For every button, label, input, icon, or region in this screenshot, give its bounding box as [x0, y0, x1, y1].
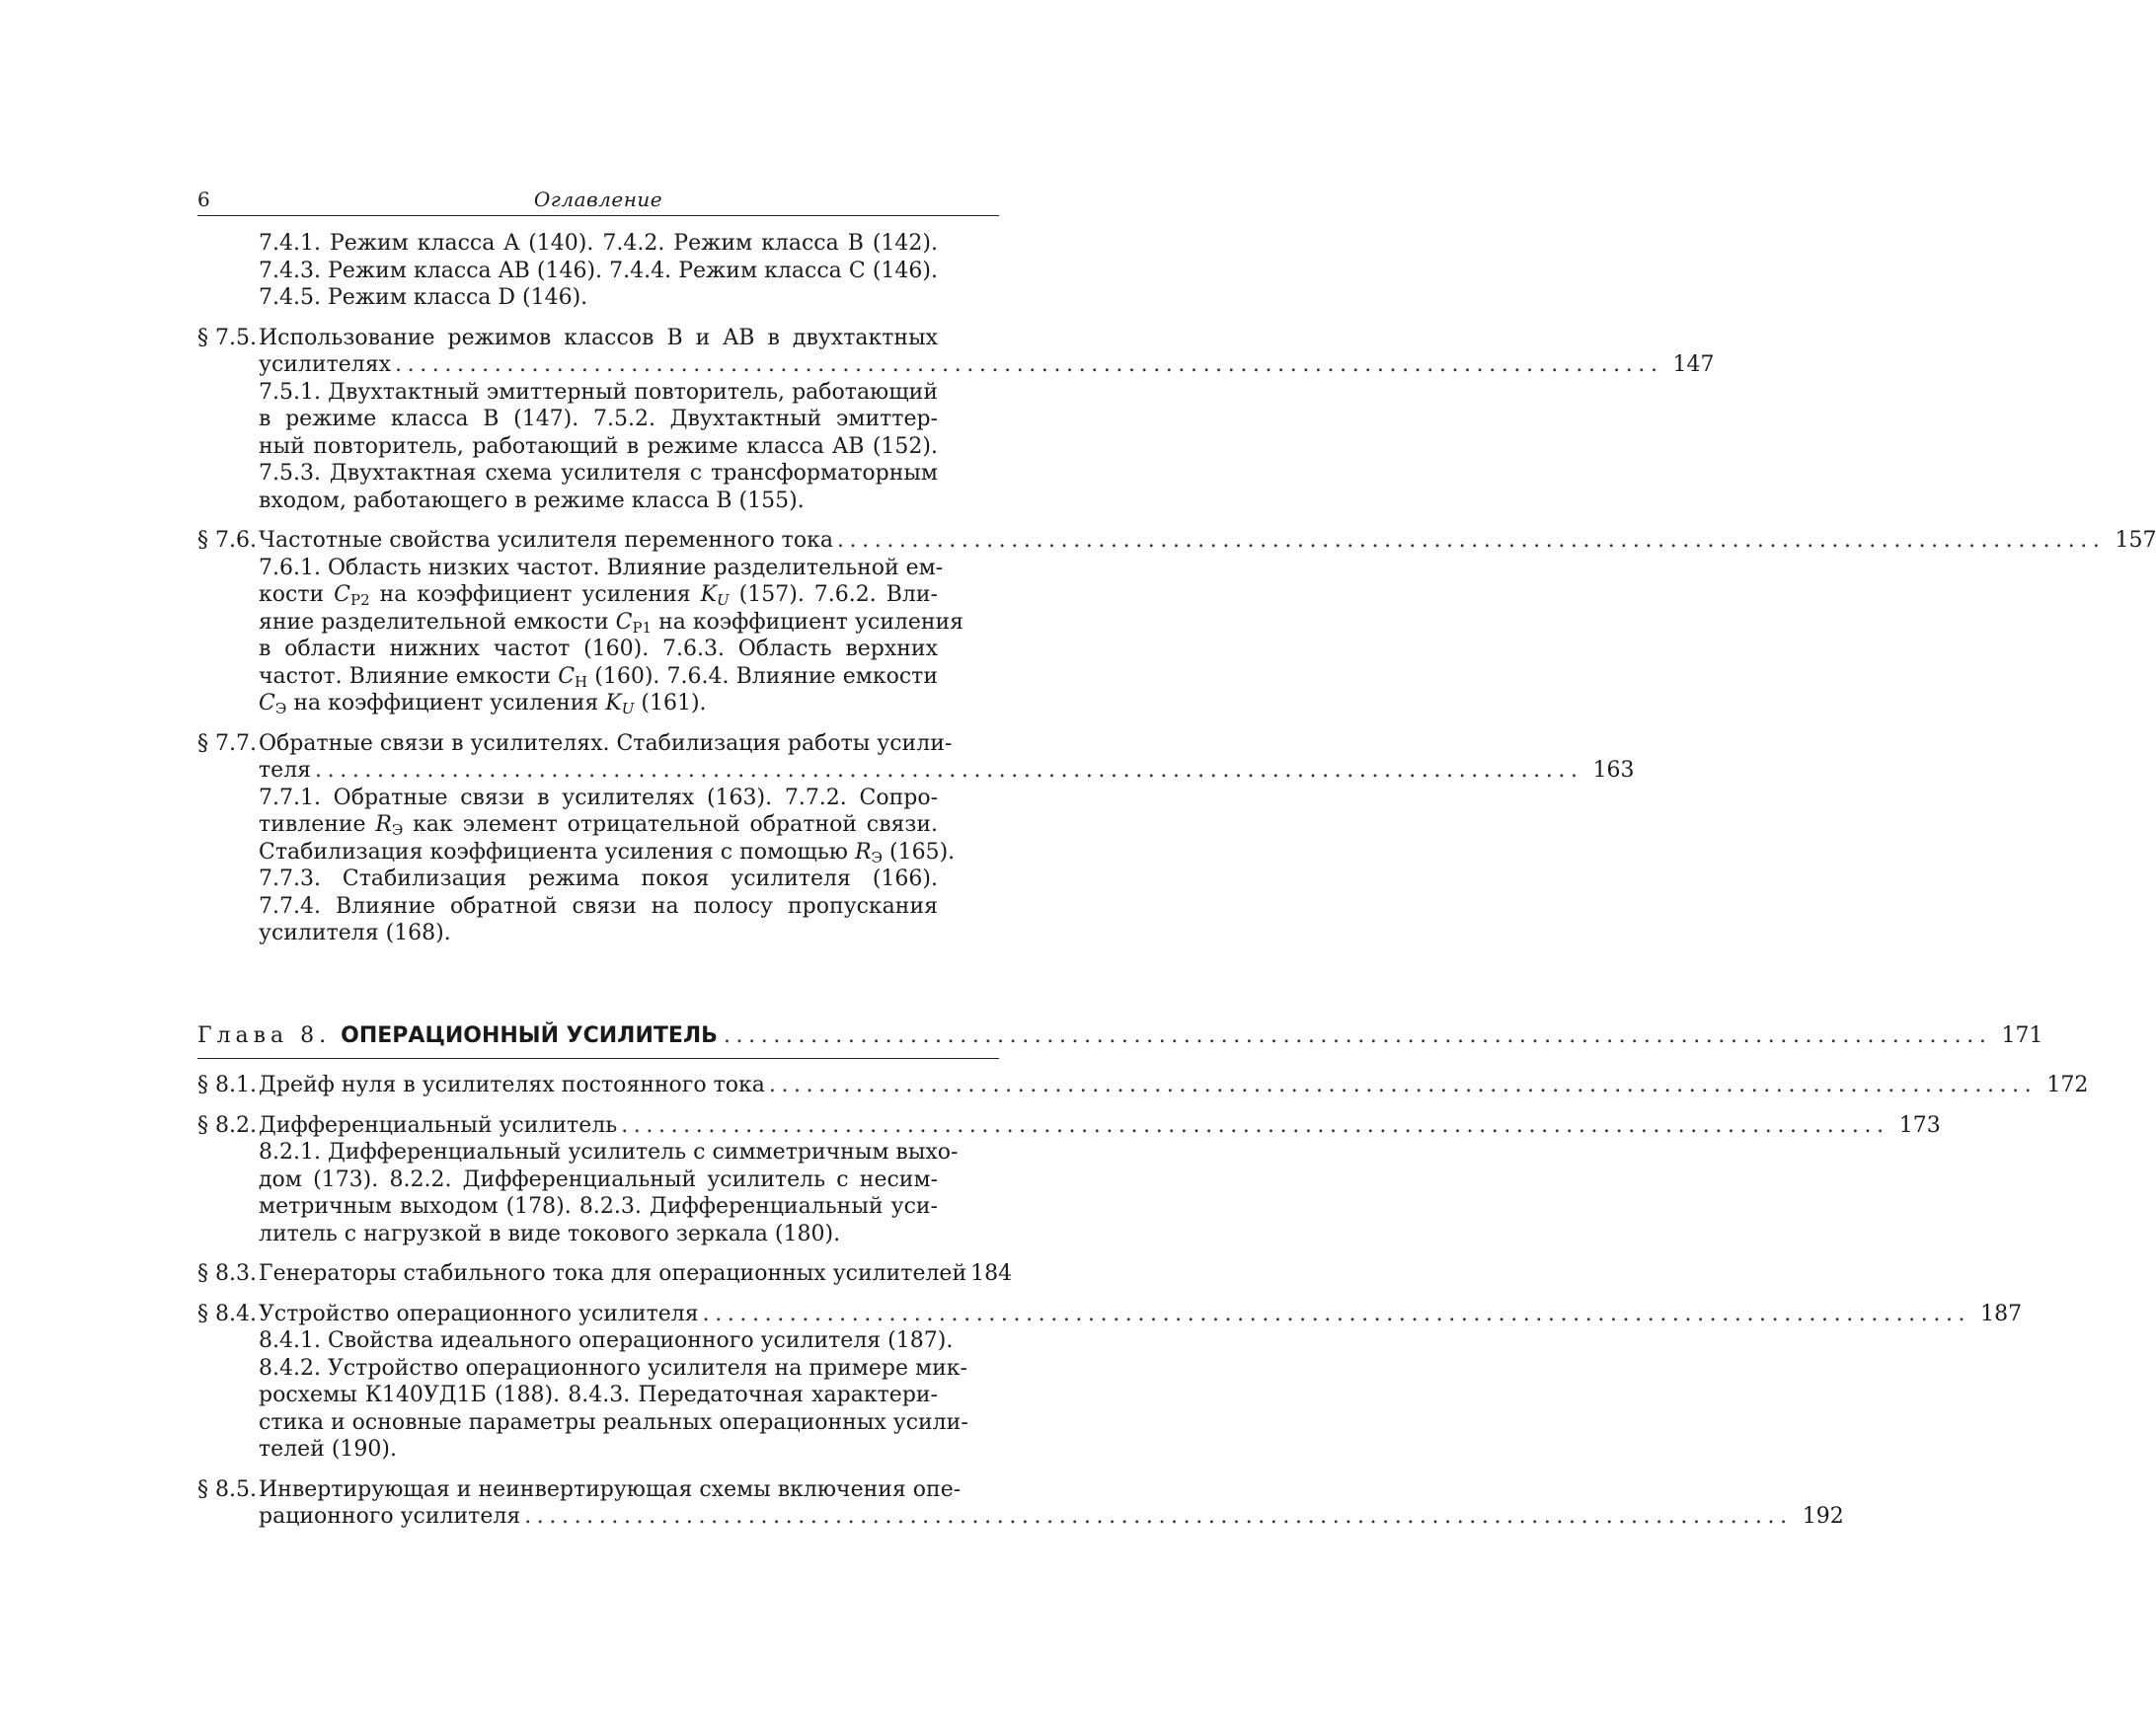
page-ref: 173	[1898, 1112, 1941, 1138]
continuation-block	[259, 230, 938, 312]
section-number: § 8.5.	[197, 1476, 257, 1502]
subsection-line: телей (190).	[259, 1437, 397, 1462]
leader-dots: ......................................................................................................	[395, 352, 1663, 377]
subsection-block	[259, 1327, 968, 1464]
section-title-text: Генераторы стабильного тока для операционных усилителей	[259, 1261, 967, 1286]
math-symbol: $C_Н$	[558, 663, 588, 691]
leader-dots: ......................................................................................................	[768, 1073, 2038, 1097]
subsection-line: 8.4.2. Устройство операционного усилителя на примере мик-	[259, 1355, 967, 1381]
subsection-line: 7.4.1. Режим класса A (140). 7.4.2. Режим класса B (142).	[259, 231, 938, 256]
math-symbol: $R_Э$	[375, 812, 404, 839]
section-title-line	[259, 1503, 1844, 1531]
leader-dots: ......................................................................................................	[702, 1301, 1971, 1326]
page-number: 6	[197, 188, 210, 211]
page-ref: 163	[1592, 758, 1635, 783]
subsection-block	[259, 379, 938, 515]
section-title-line	[259, 1260, 1013, 1288]
math-symbol: $C_Э$	[259, 691, 287, 717]
section-number: § 8.1.	[197, 1073, 257, 1097]
chapter-label: Глава 8.	[197, 1022, 332, 1048]
page-ref: 147	[1672, 352, 1715, 377]
page-ref: 192	[1802, 1504, 1844, 1529]
leader-dots: ......................................................................................................	[723, 1022, 1992, 1048]
page-ref: 187	[1980, 1301, 2023, 1326]
toc-entry-7-7	[197, 730, 1635, 947]
subsection-line: 8.2.1. Дифференциальный усилитель с симметричным выхо-	[259, 1140, 959, 1165]
math-symbol: $R_Э$	[854, 839, 883, 866]
subsection-block	[259, 1139, 959, 1247]
leader-dots: ......................................................................................................	[524, 1504, 1793, 1529]
subsection-line: литель с нагрузкой в виде токового зеркала (180).	[259, 1221, 841, 1246]
subsection-line: ный повторитель, работающий в режиме класса AB (152).	[259, 433, 938, 459]
toc-entry-8-2	[197, 1112, 1941, 1248]
subsection-line: 7.7.4. Влияние обратной связи на полосу пропускания	[259, 893, 938, 919]
section-title-text: Устройство операционного усилителя	[259, 1301, 699, 1326]
subsection-line: 7.7.3. Стабилизация режима покоя усилителя (166).	[259, 866, 938, 891]
subsection-line: яние разделительной емкости $C_{P1}$ на коэффициент усиления	[259, 609, 964, 637]
page-ref: 172	[2046, 1073, 2089, 1097]
subsection-line: в режиме класса B (147). 7.5.2. Двухтактный эмиттер-	[259, 407, 938, 431]
subsection-line: метричным выходом (178). 8.2.3. Дифференциальный уси-	[259, 1194, 938, 1219]
subsection-line: 7.4.3. Режим класса AB (146). 7.4.4. Режим класса C (146).	[259, 258, 938, 283]
subsection-block	[259, 785, 956, 947]
toc-entry-8-5	[197, 1476, 1844, 1531]
section-title-text: Дифференциальный усилитель	[259, 1112, 618, 1138]
section-title-text: рационного усилителя	[259, 1504, 521, 1529]
math-symbol: $K_U$	[605, 691, 635, 717]
subsection-line: частот. Влияние емкости $C_Н$ (160). 7.6.4. Влияние емкости	[259, 663, 939, 691]
section-title-line	[259, 757, 1635, 785]
section-title-line	[259, 351, 1715, 379]
running-head	[197, 188, 999, 216]
chapter-heading	[197, 1022, 2043, 1050]
page-ref: 171	[2001, 1022, 2043, 1048]
leader-dots: ......................................................................................................	[621, 1112, 1889, 1138]
toc-page	[197, 188, 2156, 1531]
subsection-line: входом, работающего в режиме класса B (155).	[259, 488, 805, 513]
page-ref: 157	[2115, 528, 2156, 553]
subsection-line: росхемы К140УД1Б (188). 8.4.3. Передаточная характери-	[259, 1383, 938, 1407]
toc-entry-7-5	[197, 325, 1715, 515]
page-ref: 184	[970, 1261, 1013, 1286]
section-title-line	[259, 527, 2156, 555]
math-symbol: $K_U$	[700, 582, 730, 609]
leader-dots: ......................................................................................................	[836, 528, 2106, 553]
subsection-line: в области нижних частот (160). 7.6.3. Область верхних	[259, 637, 938, 661]
subsection-line: стика и основные параметры реальных операционных усили-	[259, 1409, 968, 1435]
subsection-line: Стабилизация коэффициента усиления с помощью $R_Э$ (165).	[259, 839, 956, 866]
section-number: § 7.6.	[197, 528, 257, 553]
section-number: § 7.7.	[197, 730, 257, 756]
toc-entry-8-3	[197, 1260, 1013, 1288]
toc-entry-7-6	[197, 527, 2156, 717]
subsection-line: кости $C_{P2}$ на коэффициент усиления $K_U$ (157). 7.6.2. Вли-	[259, 582, 938, 609]
subsection-line: 7.5.1. Двухтактный эмиттерный повторитель, работающий	[259, 379, 938, 405]
section-title-text: Частотные свойства усилителя переменного тока	[259, 528, 833, 553]
subsection-block	[259, 555, 964, 717]
section-title-line: Инвертирующая и неинвертирующая схемы включения опе-	[259, 1476, 962, 1502]
section-title-line: Обратные связи в усилителях. Стабилизация работы усили-	[259, 730, 953, 756]
subsection-line: 7.4.5. Режим класса D (146).	[259, 285, 588, 310]
subsection-line: 7.7.1. Обратные связи в усилителях (163). 7.7.2. Сопро-	[259, 785, 938, 810]
section-title-line	[259, 1072, 2089, 1099]
subsection-line: дом (173). 8.2.2. Дифференциальный усилитель с несим-	[259, 1167, 938, 1192]
section-number: § 8.2.	[197, 1112, 257, 1138]
section-title-text: усилителях	[259, 352, 392, 377]
subsection-line: $C_Э$ на коэффициент усиления $K_U$ (161).	[259, 691, 707, 717]
chapter-rule	[197, 1058, 999, 1059]
running-head-title: Оглавление	[533, 188, 663, 211]
section-number: § 8.4.	[197, 1301, 257, 1326]
toc-entry-8-1	[197, 1072, 2089, 1099]
section-title-line: Использование режимов классов B и AB в двухтактных	[259, 325, 938, 350]
math-symbol: $C_{P2}$	[334, 582, 370, 609]
chapter-title: ОПЕРАЦИОННЫЙ УСИЛИТЕЛЬ	[341, 1022, 718, 1048]
toc-entry-8-4	[197, 1301, 2023, 1464]
subsection-line: тивление $R_Э$ как элемент отрицательной обратной связи.	[259, 812, 938, 839]
subsection-line: усилителя (168).	[259, 921, 451, 945]
section-title-line	[259, 1301, 2023, 1328]
math-symbol: $C_{P1}$	[615, 609, 653, 637]
subsection-line: 7.6.1. Область низких частот. Влияние разделительной ем-	[259, 555, 944, 580]
section-title-text: Дрейф нуля в усилителях постоянного тока	[259, 1073, 765, 1097]
subsection-line: 7.5.3. Двухтактная схема усилителя с трансформаторным	[259, 461, 938, 486]
section-number: § 8.3.	[197, 1261, 257, 1286]
section-title-line	[259, 1112, 1941, 1140]
subsection-line: 8.4.1. Свойства идеального операционного усилителя (187).	[259, 1328, 954, 1353]
section-title-text: теля	[259, 758, 312, 783]
section-number: § 7.5.	[197, 325, 257, 350]
leader-dots: ......................................................................................................	[315, 758, 1583, 783]
